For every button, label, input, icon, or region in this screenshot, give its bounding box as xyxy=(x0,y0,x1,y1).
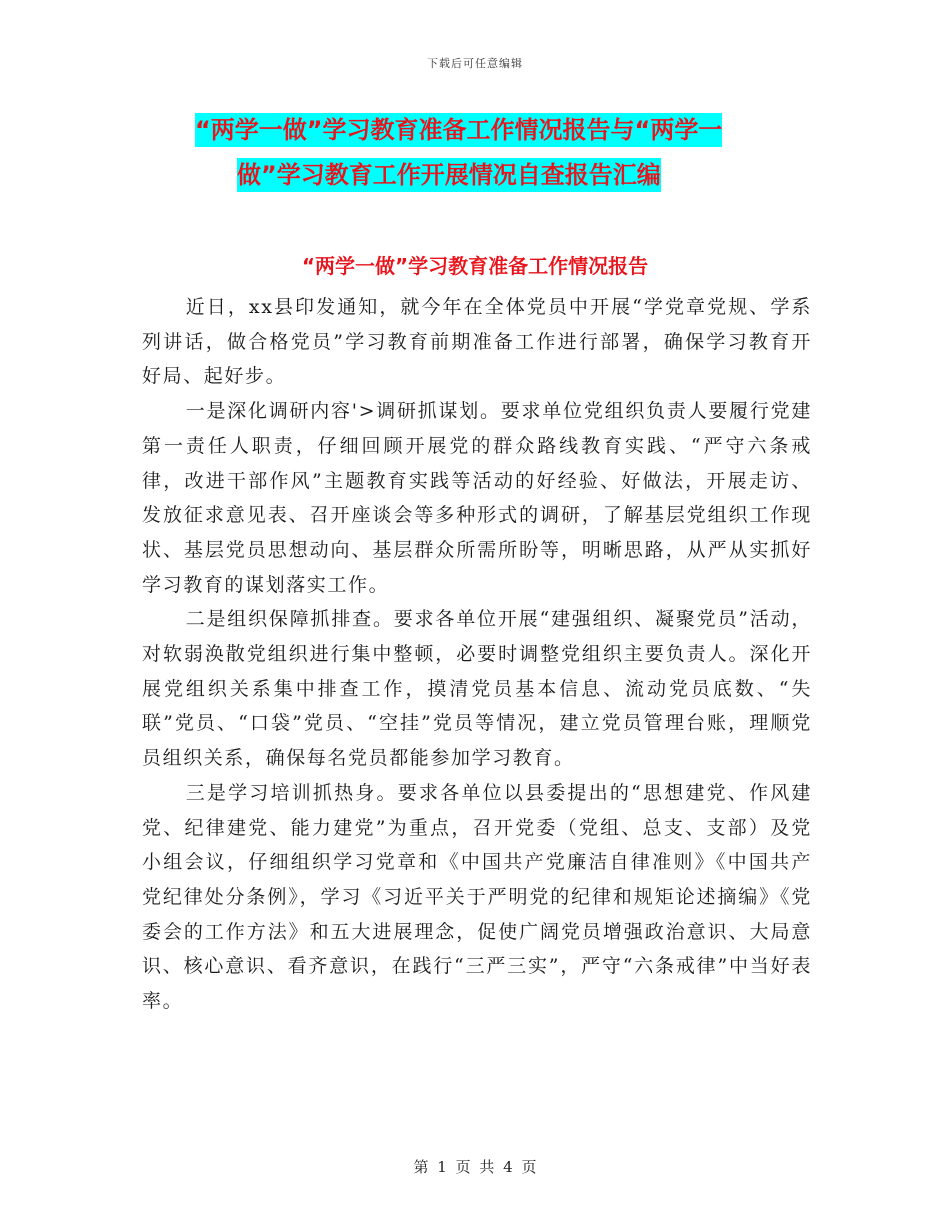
paragraph-research: 一是深化调研内容'>调研抓谋划。要求单位党组织负责人要履行党建第一责任人职责，仔细回顾开展党的群众路线教育实践、“严守六条戒律，改进干部作风”主题教育实践等活动的好经验、好做法，开展走访、发放征求意见表、召开座谈会等多种形式的调研，了解基层党组织工作现状、基层党员思想动向、基层群众所需所盼等，明晰思路，从严从实抓好学习教育的谋划落实工作。 xyxy=(142,400,812,596)
section-body xyxy=(142,290,812,1019)
title-line-1 xyxy=(140,108,810,153)
title-line-1-text: “两学一做”学习教育准备工作情况报告与“两学一 xyxy=(195,113,722,147)
document-title xyxy=(140,108,810,198)
paragraph-intro: 近日，xx县印发通知，就今年在全体党员中开展“学党章党规、学系列讲话，做合格党员”学习教育前期准备工作进行部署，确保学习教育开好局、起好步。 xyxy=(142,296,812,388)
paragraph-organization: 二是组织保障抓排查。要求各单位开展“建强组织、凝聚党员”活动，对软弱涣散党组织进行集中整顿，必要时调整党组织主要负责人。深化开展党组织关系集中排查工作，摸清党员基本信息、流动党员底数、“失联”党员、“口袋”党员、“空挂”党员等情况，建立党员管理台账，理顺党员组织关系，确保每名党员都能参加学习教育。 xyxy=(142,608,812,770)
page-number: 第 1 页 共 4 页 xyxy=(413,1158,537,1176)
title-line-2-text: 做”学习教育工作开展情况自查报告汇编 xyxy=(237,158,661,192)
page-header-note: 下载后可任意编辑 xyxy=(427,57,523,70)
paragraph-training: 三是学习培训抓热身。要求各单位以县委提出的“思想建党、作风建党、纪律建党、能力建党”为重点，召开党委（党组、总支、支部）及党小组会议，仔细组织学习党章和《中国共产党廉洁自律准则》《中国共产党纪律处分条例》，学习《习近平关于严明党的纪律和规矩论述摘编》《党委会的工作方法》和五大进展理念，促使广阔党员增强政治意识、大局意识、核心意识、看齐意识，在践行“三严三实”，严守“六条戒律”中当好表率。 xyxy=(142,781,812,1013)
section-heading: “两学一做”学习教育准备工作情况报告 xyxy=(301,254,649,278)
title-line-2 xyxy=(140,153,810,198)
